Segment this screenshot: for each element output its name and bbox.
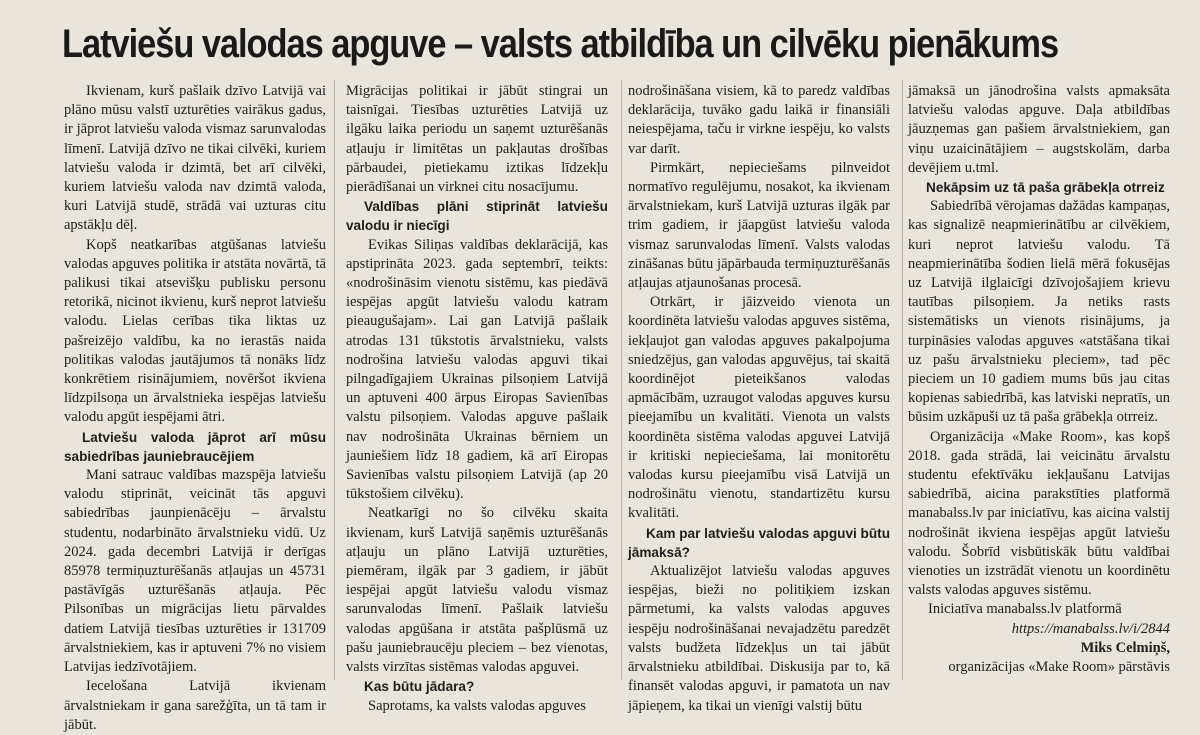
- paragraph: Mani satrauc valdības mazspēja latviešu valodu stiprināt, veicināt tās apguvi sabiedrības jaunpienācēju – ārvalstu studentu, nodarbināto ārvalstnieku vidū. Uz 2024. gada decembri Latvijā ir derīgas 85978 termiņuzturēšanās atļaujas un 45731 pastāvīgās uzturēšanās atļauja. Pēc Pilsonības un migrācijas lietu pārvaldes datiem Latvijā tiesības uzturēties ir 131709 ārvalstniekiem, kas ir aptuveni 7% no visiem Latvijas iedzīvotājiem.: [64, 467, 326, 676]
- paragraph: Organizācija «Make Room», kas kopš 2018. gada strādā, lai veicinātu ārvalstu studentu efektīvāku iekļaušanu Latvijas sabiedrībā, aicina parakstīties platformā manabalss.lv par iniciatīvu, kas aicina valstij nodrošināt ikviena iespējas apgūt latviešu valodu. Šobrīd visbūtiskāk būtu valdībai vienoties un izstrādāt vienotu un koordinētu valsts valodas apguves sistēmu.: [908, 428, 1170, 599]
- paragraph: Pirmkārt, nepieciešams pilnveidot normatīvo regulējumu, nosakot, ka ikvienam ārvalstniekam, kurš Latvijā uzturas ilgāk par trim gadiem, ir jāapgūst latviešu valoda vismaz sarunvalodas līmenī. Valsts valodas zināšanas būtu jāpārbauda termiņuzturēšanās atļaujas atjaunošanas procesā.: [628, 159, 890, 292]
- article-headline: Latviešu valodas apguve – valsts atbildība un cilvēku pienākums: [62, 22, 1059, 66]
- paragraph: nodrošināšana visiem, kā to paredz valdības deklarācija, tuvāko gadu laikā ir finansiāli neiespējama, taču ir virkne iespēju, ko valsts var darīt.: [628, 83, 890, 157]
- subheading: Latviešu valoda jāprot arī mūsu sabiedrības jauniebraucējiem: [64, 429, 326, 464]
- paragraph: Neatkarīgi no šo cilvēku skaita ikvienam, kurš Latvijā saņēmis uzturēšanās atļauju un plāno Latvijā uzturēties, piemēram, ilgāk par 3 gadiem, ir jābūt iespējai apgūt latviešu valodu vismaz sarunvalodas līmenī. Pašlaik latviešu valodas apgūšana ir atstāta pašplūsmā uz pašu jauniebraucēju pleciem – bez vienotas, valsts virzītas sistēmas valodas apguvei.: [346, 505, 608, 676]
- article-column-1: [64, 82, 326, 735]
- paragraph: Kopš neatkarības atgūšanas latviešu valodas apguves politika ir atstāta novārtā, tā palikusi tikai atsevišķu publisku personu retorikā, nicinot ikvienu, kurš neprot latviešu valodu. Lielas cerības tika liktas uz pašreizējo valdību, ka no ierastās naida politikas valodas jautājumos tā nonāks līdz konkrētiem risinājumiem, novēršot ikviena līdzpilsoņa un ārvalstnieka iespējas latviešu valodu apgūt iespējami ātri.: [64, 236, 326, 426]
- author-name: Miks Celmiņš,: [1080, 639, 1170, 656]
- article-column-3: [628, 82, 890, 716]
- column-divider: [902, 80, 903, 680]
- paragraph: Aktualizējot latviešu valodas apguves iespējas, bieži no politiķiem izskan pārmetumi, ka valsts valodas apguves iespēju nodrošināšanai nevajadzētu paredzēt valsts budžeta līdzekļus un tai jābūt ārvalstnieku atbildībai. Diskusija par to, kā finansēt valodas apguvi, ir pamatota un nav jāpieņem, ka tikai un vienīgi valstij būtu: [628, 563, 890, 714]
- paragraph: Saprotams, ka valsts valodas apguves: [368, 697, 586, 714]
- paragraph: Iecelošana Latvijā ikvienam ārvalstniekam ir gana sarežģīta, un tā tam ir jābūt.: [64, 678, 326, 733]
- author-role: organizācijas «Make Room» pārstāvis: [948, 659, 1170, 676]
- paragraph: Migrācijas politikai ir jābūt stingrai un taisnīgai. Tiesības uzturēties Latvijā uz ilgāku laika periodu un saņemt uzturēšanās atļauju ir limitētas un pakļautas drošības pārbaudei, pietiekamu iztikas līdzekļu pierādīšanai un virknei citu nosacījumu.: [346, 83, 608, 196]
- initiative-link[interactable]: https://manabalss.lv/i/2844: [1011, 620, 1170, 637]
- initiative-note: Iniciatīva manabalss.lv platformā: [928, 601, 1122, 618]
- article-column-2: [346, 82, 608, 716]
- column-divider: [334, 80, 335, 680]
- subheading: Kas būtu jādara?: [364, 679, 475, 695]
- paragraph: Otrkārt, ir jāizveido vienota un koordinēta latviešu valodas apguves sistēma, iekļaujot gan valodas apguves pakalpojuma sniedzējus, gan valodas apguvējus, tai skaitā koordinējot pieteikšanos valodas apmācībām, uzraugot valodas apguves kursu pieejamību un kvalitāti. Vienota un valsts koordinēta sistēma valodas apguvei Latvijā ir kritiski nepieciešama, lai monitorētu valodas kursu pieejamību visā Latvijā un nodrošinātu vienotu, standartizētu kursu kvalitāti.: [628, 294, 890, 522]
- paragraph: Ikvienam, kurš pašlaik dzīvo Latvijā vai plāno mūsu valstī uzturēties vairākus gadus, ir jāprot latviešu valoda vismaz sarunvalodas līmenī. Latvijā dzīvo ne tikai cilvēki, kuriem latviešu valoda ir dzimtā, bet arī cilvēki, kuriem latviešu valoda nav dzimtā valoda, kuri Latvijā studē, strādā vai uzturas citu apstākļu dēļ.: [64, 83, 326, 234]
- paragraph: jāmaksā un jānodrošina valsts apmaksāta latviešu valodas apguve. Daļa atbildības jāuzņemas gan pašiem ārvalstniekiem, gan viņu uzaicinātājiem – augstskolām, darba devējiem u.tml.: [908, 83, 1170, 176]
- article-column-4: [908, 82, 1170, 677]
- paragraph: Sabiedrībā vērojamas dažādas kampaņas, kas signalizē neapmierinātību ar cilvēkiem, kuri neprot latviešu valodu. Tā neapmierinātība šodien lielā mērā fokusējas uz Latvijā ilglaicīgi dzīvojošajiem krievu tautības pilsoņiem. Ja netiks rasts sistemātisks un vienots risinājums, ja turpināsies valodas apguves «atstāšana tikai uz pašu ārvalstnieku pleciem», tad pēc pieciem un 10 gadiem mums būs jau citas kopienas sabiedrībā, kas latviski nepratīs, un būsim uzkāpuši uz tā paša grābekļa otrreiz.: [908, 198, 1170, 426]
- subheading: Kam par latviešu valodas apguvi būtu jāmaksā?: [628, 525, 890, 560]
- subheading: Valdības plāni stiprināt latviešu valodu ir niecīgi: [346, 199, 608, 234]
- subheading: Nekāpsim uz tā paša grābekļa otrreiz: [926, 180, 1165, 196]
- column-divider: [621, 80, 622, 680]
- paragraph: Evikas Siliņas valdības deklarācijā, kas apstiprināta 2023. gada septembrī, teikts: «nodrošināsim vienotu sistēmu, kas piedāvā iespējas apgūt latviešu valodu katram pieaugušajam». Lai gan Latvijā pašlaik atrodas 131 tūkstotis ārvalstnieku, valsts nodrošina latviešu valodas apguvi tikai pilngadīgajiem Ukrainas pilsoņiem Latvijā un aptuveni 400 ārpus Eiropas Savienības valstu pilsoņiem. Valodas apguve pašlaik nav nodrošināta Ukrainas bērniem un jauniešiem līdz 18 gadiem, kā arī Eiropas Savienības valstu pilsoņiem Latvijā (ap 20 tūkstošiem cilvēku).: [346, 236, 608, 503]
